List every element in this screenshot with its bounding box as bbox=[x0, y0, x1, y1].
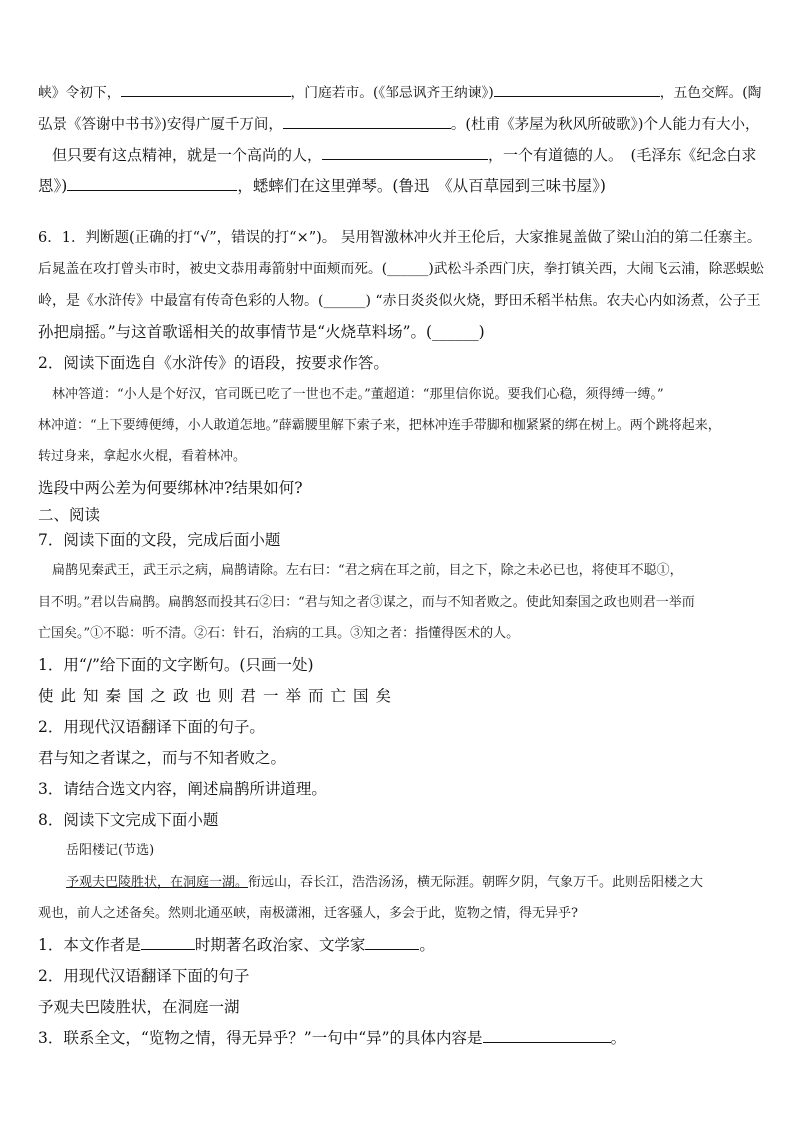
quote-line: 观也，前人之述备矣。然则北通巫峡，南极潇湘，迁客骚人，多会于此，览物之情，得无异乎? bbox=[38, 906, 578, 921]
question-heading: 8．阅读下文完成下面小题 bbox=[38, 811, 219, 829]
underlined-sentence: 予观夫巴陵胜状，在洞庭一湖。 bbox=[66, 875, 249, 890]
question-heading: 2．阅读下面选自《水浒传》的语段，按要求作答。 bbox=[38, 354, 389, 372]
question-prompt: 3．联系全文，“览物之情，得无异乎？”一句中“异”的具体内容是 。 bbox=[38, 1029, 627, 1047]
quote-line: 目不明。”君以告扁鹊。扁鹊怒而投其石②曰：“君与知之者③谋之，而与不知者败之。使此知秦国之政也则君一举而 bbox=[38, 595, 695, 610]
sentence-to-translate: 君与知之者谋之，而与不知者败之。 bbox=[38, 749, 287, 767]
answer-blank[interactable] bbox=[67, 176, 237, 191]
question-prompt: 1．本文作者是 时期著名政治家、文学家 。 bbox=[38, 936, 435, 954]
answer-blank[interactable] bbox=[494, 82, 660, 97]
sentence-to-translate: 予观夫巴陵胜状，在洞庭一湖 bbox=[38, 998, 240, 1016]
text-line: 6．1．判断题(正确的打“√”，错误的打“×”)。 吴用智激林冲火并王伦后，大家推晁盖做了梁山泊的第二任寨主。 bbox=[38, 230, 762, 246]
section-heading: 二、阅读 bbox=[38, 506, 101, 524]
answer-blank[interactable] bbox=[483, 1028, 611, 1043]
question-prompt: 2．用现代汉语翻译下面的句子 bbox=[38, 967, 250, 985]
quote-line: 亡国矣。”①不聪：听不清。②石：针石，治病的工具。③知之者：指懂得医术的人。 bbox=[38, 626, 520, 641]
text-line: 弘景《答谢中书书》)安得广厦千万间， 。(杜甫《茅屋为秋风所破歌》)个人能力有大小， bbox=[38, 114, 759, 135]
text-line: 峡》令初下， ，门庭若市。(《邹忌讽齐王纳谏》) ，五色交辉。(陶 bbox=[38, 82, 761, 103]
question-prompt: 3．请结合选文内容，阐述扁鹊所讲道理。 bbox=[38, 780, 327, 798]
question-prompt: 选段中两公差为何要绑林冲?结果如何? bbox=[38, 479, 303, 497]
question-prompt: 2．用现代汉语翻译下面的句子。 bbox=[38, 718, 265, 736]
question-prompt: 1．用“/”给下面的文字断句。(只画一处) bbox=[38, 656, 314, 674]
text-line: 但只要有这点精神，就是一个高尚的人， ，一个有道德的人。 (毛泽东《纪念白求 bbox=[52, 146, 757, 164]
passage-title: 岳阳楼记(节选) bbox=[66, 843, 155, 858]
text-line: 岭，是《水浒传》中最富有传奇色彩的人物。(______) “赤日炎炎似火烧，野田禾稻半枯焦。农夫心内如汤煮，公子王 bbox=[38, 293, 761, 309]
quote-line: 扁鹊见秦武王，武王示之病，扁鹊请除。左右曰：“君之病在耳之前，目之下，除之未必已也，将使耳不聪①， bbox=[52, 563, 683, 578]
answer-blank[interactable] bbox=[283, 114, 451, 129]
text-line: 恩》) ，蟋蟀们在这里弹琴。(鲁迅 《从百草园到三味书屋》) bbox=[38, 177, 606, 195]
answer-blank[interactable] bbox=[141, 935, 195, 950]
text-line: 孙把扇摇。”与这首歌谣相关的故事情节是“火烧草料场”。(______) bbox=[38, 323, 485, 341]
text-line: 后晁盖在攻打曾头市时，被史文恭用毒箭射中面颊而死。(______)武松斗杀西门庆，拳打镇关西，大闹飞云浦，除恶蜈蚣 bbox=[38, 261, 764, 277]
question-heading: 7．阅读下面的文段，完成后面小题 bbox=[38, 531, 281, 549]
quote-line: 林冲答道：“小人是个好汉，官司既已吃了一世也不走。”董超道：“那里信你说。要我们心稳，须得缚一缚。” bbox=[52, 387, 664, 402]
answer-blank[interactable] bbox=[121, 82, 291, 97]
quote-line: 转过身来，拿起水火棍，看着林冲。 bbox=[38, 449, 247, 464]
quote-line: 予观夫巴陵胜状，在洞庭一湖。衔远山，吞长江，浩浩汤汤，横无际涯。朝晖夕阴，气象万千。此则岳阳楼之大 bbox=[66, 875, 704, 890]
answer-blank[interactable] bbox=[365, 935, 419, 950]
quote-line: 林冲道：“上下要缚便缚，小人敢道怎地。”薛霸腰里解下索子来，把林冲连手带脚和枷紧紧的绑在树上。两个跳将起来， bbox=[38, 418, 721, 433]
answer-blank[interactable] bbox=[322, 145, 488, 160]
sentence-to-punctuate: 使此知秦国之政也则君一举而亡国矣 bbox=[38, 687, 399, 705]
